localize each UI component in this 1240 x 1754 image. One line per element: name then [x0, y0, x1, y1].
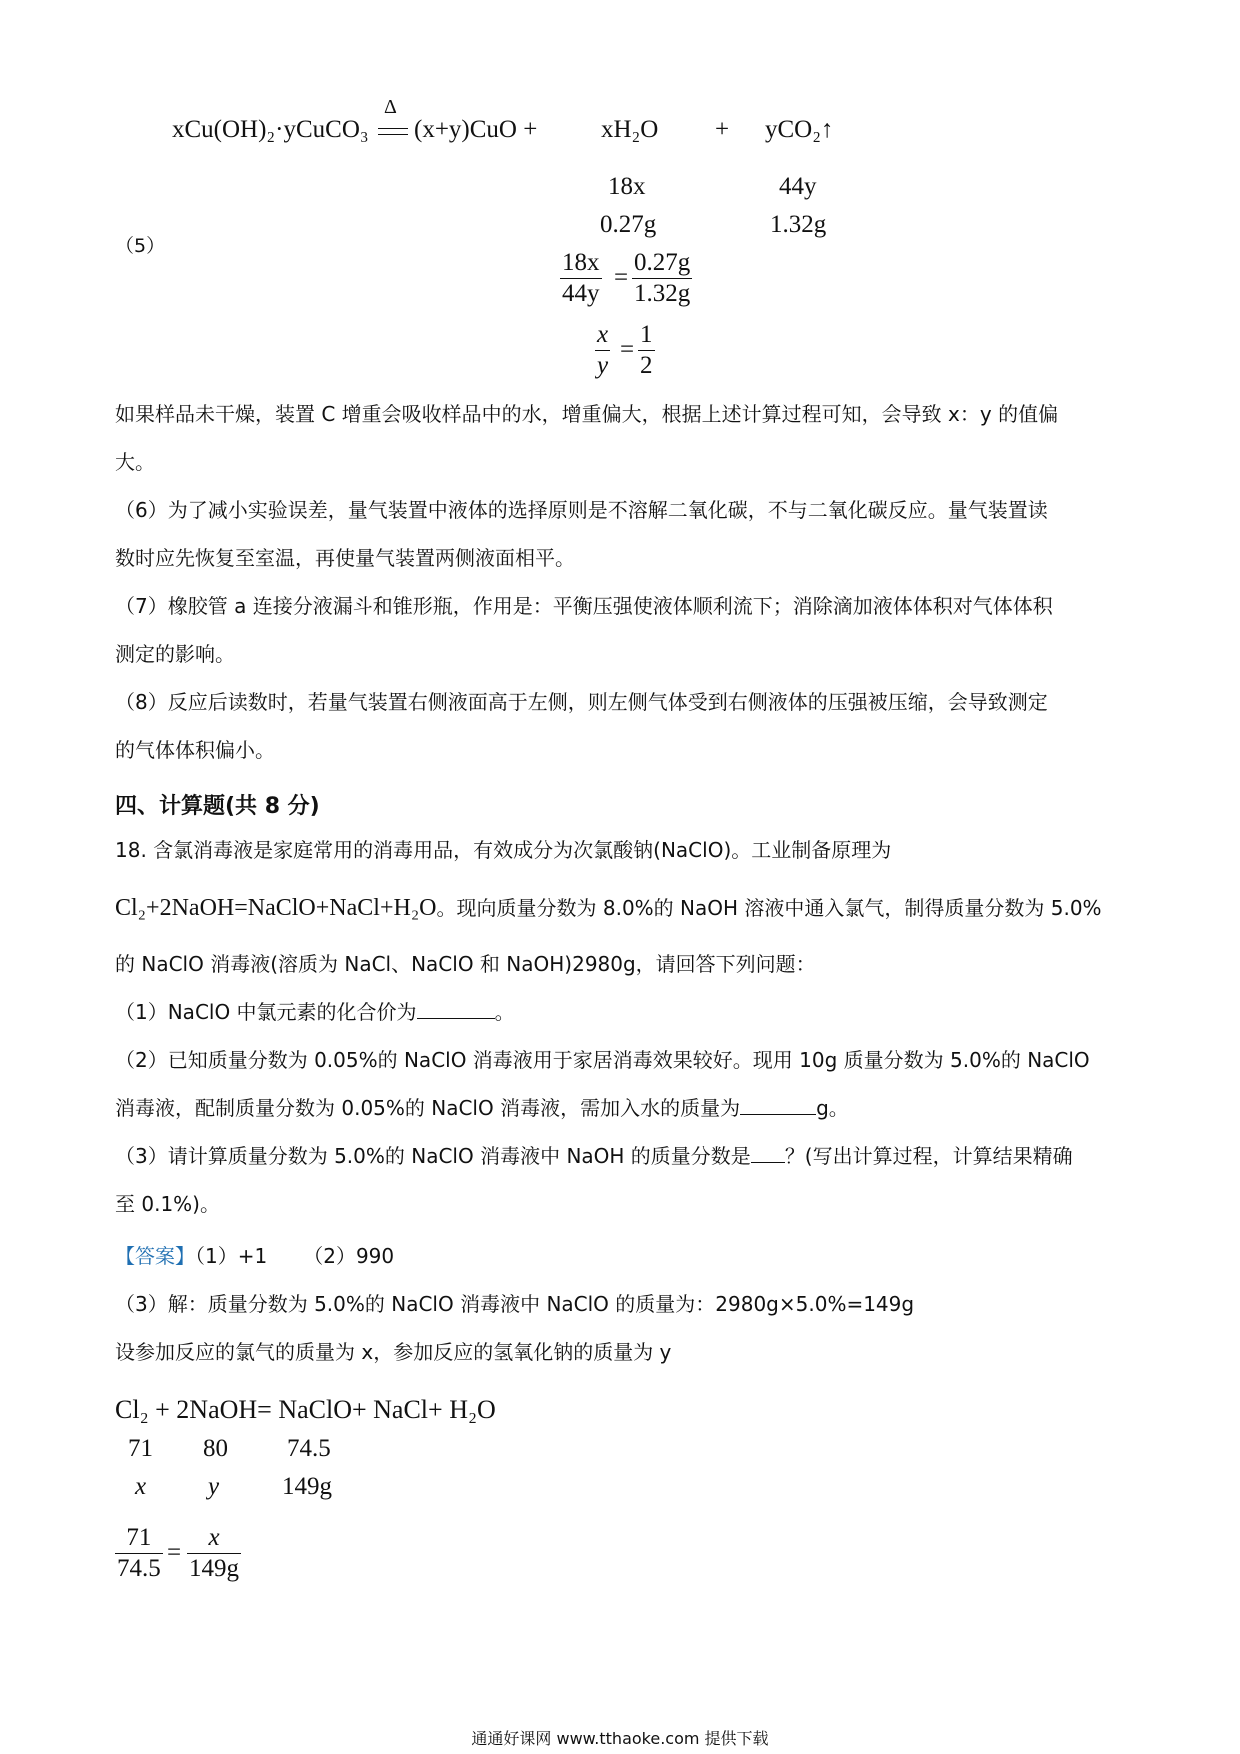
- heating-condition: Δ: [384, 96, 397, 118]
- solution-ratio-equals: =: [167, 1539, 182, 1566]
- water-actual-mass: 0.27g: [600, 211, 657, 238]
- q18-sub3-text: （3）请计算质量分数为 5.0%的 NaClO 消毒液中 NaOH 的质量分数是: [115, 1144, 751, 1168]
- answer-blank: [751, 1144, 785, 1163]
- solution-ratio-right-numerator: x: [208, 1524, 220, 1551]
- naoh-unknown-mass: y: [208, 1473, 220, 1500]
- answer-line: [115, 1232, 394, 1280]
- part5-explanation-line1: 如果样品未干燥，装置 C 增重会吸收样品中的水，增重偏大，根据上述计算过程可知，会导致 x：y 的值偏: [115, 402, 1059, 426]
- answer-2: （2）990: [303, 1244, 395, 1268]
- ratio-right-fraction: [632, 248, 692, 309]
- equation-product-water: xH₂O: [601, 116, 659, 143]
- part7-line2: 测定的影响。: [115, 642, 235, 666]
- ratio-right-numerator: 0.27g: [634, 249, 691, 276]
- solution-step2: 设参加反应的氯气的质量为 x，参加反应的氢氧化钠的质量为 y: [115, 1340, 672, 1364]
- ratio-left-numerator: 18x: [562, 249, 600, 276]
- naclo-known-mass: 149g: [282, 1473, 332, 1500]
- result-right-fraction: [638, 320, 655, 381]
- part6-line1: （6）为了减小实验误差，量气装置中液体的选择原则是不溶解二氧化碳，不与二氧化碳反应。量气装置读: [115, 498, 1048, 522]
- answer-blank: [417, 1000, 495, 1019]
- q18-sub3-line1: [115, 1132, 1073, 1180]
- equation-product-co2: yCO₂↑: [765, 116, 834, 143]
- result-left-fraction: [595, 320, 610, 381]
- part5-label: （5）: [115, 235, 166, 257]
- q18-sub1-text: （1）NaClO 中氯元素的化合价为: [115, 1000, 417, 1024]
- result-right-denominator: 2: [640, 352, 653, 379]
- ratio-right-denominator: 1.32g: [634, 280, 691, 307]
- water-formula-mass: 18x: [608, 173, 646, 200]
- solution-ratio-left-denominator: 74.5: [117, 1555, 161, 1582]
- q18-intro-line1: 18. 含氯消毒液是家庭常用的消毒用品，有效成分为次氯酸钠(NaClO)。工业制备原理为: [115, 838, 892, 862]
- q18-sub1: [115, 988, 515, 1036]
- result-right-numerator: 1: [640, 321, 653, 348]
- naoh-molar-mass: 80: [203, 1435, 228, 1462]
- result-equals: =: [620, 336, 635, 363]
- equation-plus: +: [715, 116, 730, 143]
- ratio-left-fraction: [560, 248, 602, 309]
- ratio-equals: =: [614, 264, 629, 291]
- naclo-molar-mass: 74.5: [287, 1435, 331, 1462]
- cl2-unknown-mass: x: [135, 1473, 147, 1500]
- ratio-left-denominator: 44y: [562, 280, 600, 307]
- part8-line2: 的气体体积偏小。: [115, 738, 275, 762]
- part8-line1: （8）反应后读数时，若量气装置右侧液面高于左侧，则左侧气体受到右侧液体的压强被压缩，会导致测定: [115, 690, 1048, 714]
- solution-step1: （3）解：质量分数为 5.0%的 NaClO 消毒液中 NaClO 的质量为：2980g×5.0%=149g: [115, 1292, 915, 1316]
- q18-sub2-line2: [115, 1084, 849, 1132]
- solution-equation: Cl₂ + 2NaOH= NaClO+ NaCl+ H₂O: [115, 1395, 496, 1424]
- q18-intro-line2-text: 。现向质量分数为 8.0%的 NaOH 溶液中通入氯气，制得质量分数为 5.0%: [436, 896, 1102, 920]
- equals-line-top: [378, 128, 408, 129]
- solution-ratio-right: [187, 1523, 241, 1584]
- part6-line2: 数时应先恢复至室温，再使量气装置两侧液面相平。: [115, 546, 575, 570]
- q18-sub3-line2: 至 0.1%)。: [115, 1192, 220, 1216]
- solution-ratio-left-numerator: 71: [126, 1524, 152, 1551]
- section-heading: 四、计算题(共 8 分): [115, 794, 320, 819]
- cl2-molar-mass: 71: [128, 1435, 153, 1462]
- solution-ratio-right-denominator: 149g: [189, 1555, 239, 1582]
- co2-actual-mass: 1.32g: [770, 211, 827, 238]
- result-left-denominator: y: [597, 352, 609, 379]
- production-equation: Cl₂+2NaOH=NaClO+NaCl+H₂O: [115, 895, 437, 921]
- result-left-numerator: x: [597, 321, 609, 348]
- answer-1: （1）+1: [195, 1244, 268, 1268]
- q18-sub2-line1: （2）已知质量分数为 0.05%的 NaClO 消毒液用于家居消毒效果较好。现用 10g 质量分数为 5.0%的 NaClO: [115, 1048, 1090, 1072]
- co2-formula-mass: 44y: [779, 173, 817, 200]
- q18-sub1-end: 。: [494, 1000, 515, 1024]
- q18-sub3-text-end: ？(写出计算过程，计算结果精确: [784, 1144, 1073, 1168]
- solution-ratio-left: [115, 1523, 163, 1584]
- answer-label: 【答案】: [115, 1244, 195, 1268]
- page-footer: 通通好课网 www.tthaoke.com 提供下载: [471, 1729, 769, 1748]
- part5-explanation-line2: 大。: [115, 450, 155, 474]
- q18-intro-line2: [115, 884, 1102, 932]
- q18-intro-line3: 的 NaClO 消毒液(溶质为 NaCl、NaClO 和 NaOH)2980g，请回答下列问题：: [115, 952, 816, 976]
- equation-product-cuo: (x+y)CuO +: [414, 116, 538, 143]
- equation-reactant: xCu(OH)₂·yCuCO₃: [172, 116, 369, 143]
- part7-line1: （7）橡胶管 a 连接分液漏斗和锥形瓶，作用是：平衡压强使液体顺利流下；消除滴加液体体积对气体体积: [115, 594, 1053, 618]
- q18-sub2-text: 消毒液，配制质量分数为 0.05%的 NaClO 消毒液，需加入水的质量为: [115, 1096, 741, 1120]
- q18-sub2-unit: g。: [816, 1096, 849, 1120]
- equals-line-bottom: [378, 134, 408, 135]
- answer-blank: [740, 1096, 816, 1115]
